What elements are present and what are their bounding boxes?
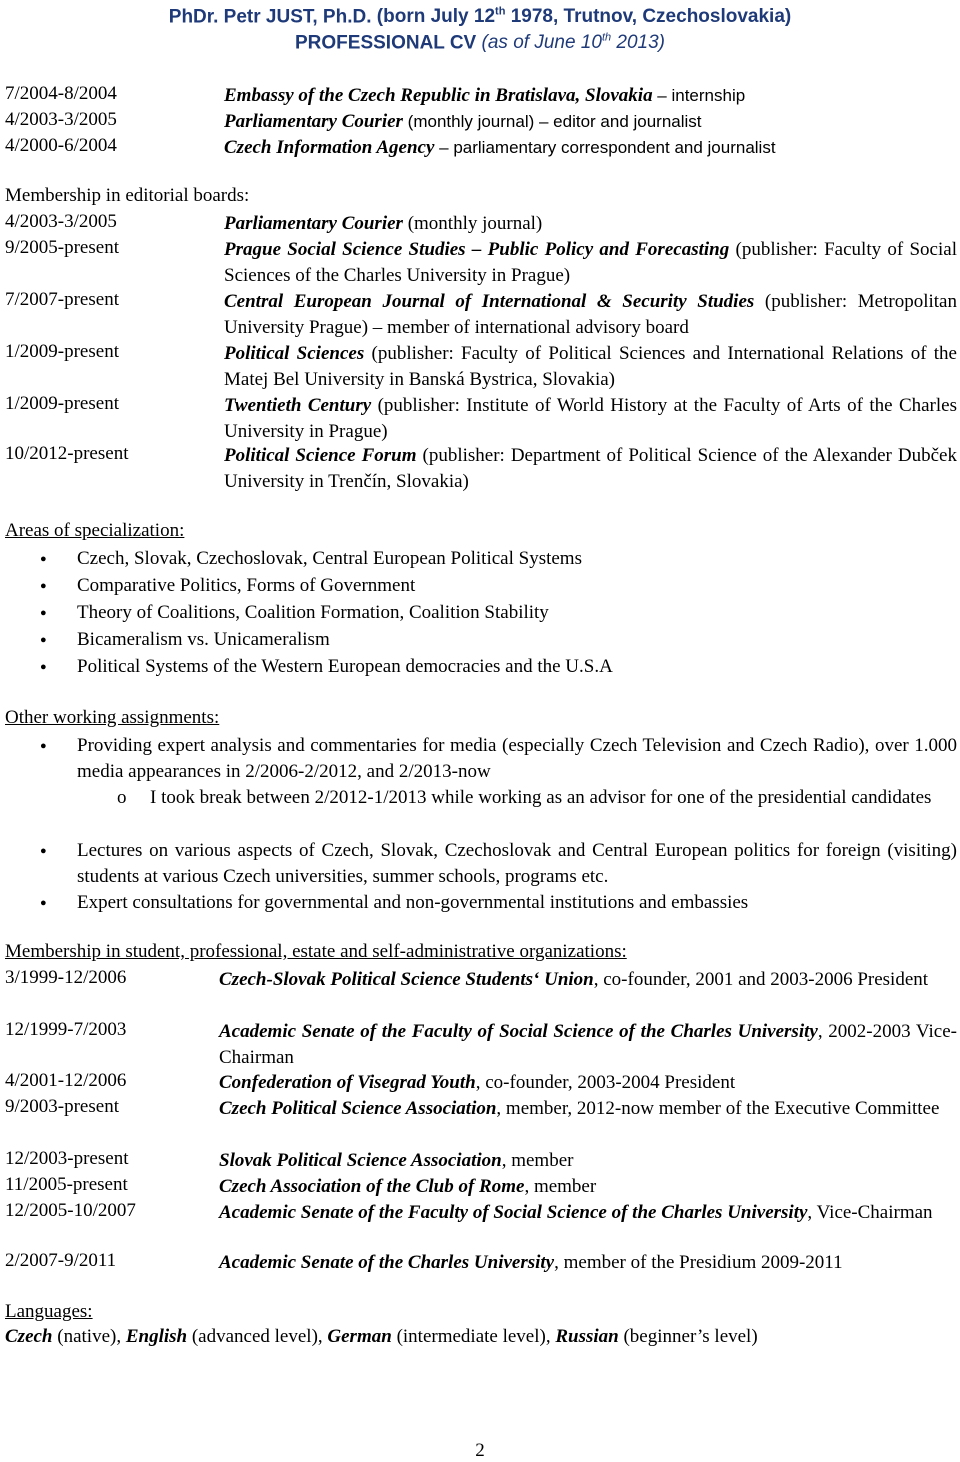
position-date: 4/2000-6/2004 xyxy=(5,135,117,156)
organization-row xyxy=(5,1200,957,1226)
editorial-text: Twentieth Century (publisher: Institute of World History at the Faculty of Arts of the Charles University in Prague) xyxy=(224,395,957,442)
editorial-date: 1/2009-present xyxy=(5,341,119,362)
position-row xyxy=(5,135,957,161)
assignments-heading: Other working assignments: xyxy=(5,707,220,728)
position-date: 7/2004-8/2004 xyxy=(5,83,117,104)
cv-title: PROFESSIONAL CV xyxy=(295,32,477,54)
language-level: (advanced level), xyxy=(187,1326,328,1347)
editorial-date: 1/2009-present xyxy=(5,393,119,414)
specialization-item: ● Czech, Slovak, Czechoslovak, Central European Political Systems xyxy=(77,546,957,572)
position-text: Embassy of the Czech Republic in Bratislava, Slovakia – internship xyxy=(224,85,746,106)
organization-row xyxy=(5,1096,957,1122)
specialization-item: ● Comparative Politics, Forms of Government xyxy=(77,573,957,599)
language-level: (intermediate level), xyxy=(391,1326,556,1347)
organization-date: 2/2007-9/2011 xyxy=(5,1250,117,1271)
header-cv-line xyxy=(0,32,960,54)
person-name: PhDr. Petr JUST, Ph.D. xyxy=(168,6,372,28)
language-name: Russian xyxy=(555,1326,619,1347)
organizations-heading: Membership in student, professional, estate and self-administrative organizations: xyxy=(5,941,627,962)
organization-row xyxy=(5,967,957,993)
editorial-heading: Membership in editorial boards: xyxy=(5,185,250,206)
header-name-line xyxy=(0,6,960,28)
organization-text: Academic Senate of the Faculty of Social Science of the Charles University, 2002-2003 Vice-Chairman xyxy=(219,1021,957,1068)
assignment-item: ● Lectures on various aspects of Czech, Slovak, Czechoslovak and Central European politics for foreign (visiting) students at various Czech universities, summer schools, programs etc. xyxy=(77,838,957,890)
editorial-row xyxy=(5,211,957,237)
languages-line xyxy=(5,1326,758,1348)
organization-row xyxy=(5,1070,957,1096)
organization-row xyxy=(5,1174,957,1200)
editorial-text: Prague Social Science Studies – Public Policy and Forecasting (publisher: Faculty of Social Sciences of the Charles University in Prague) xyxy=(224,239,957,286)
specialization-item: ● Theory of Coalitions, Coalition Formation, Coalition Stability xyxy=(77,600,957,626)
editorial-text: Political Science Forum (publisher: Department of Political Science of the Alexander Dubček University in Trenčín, Slovakia) xyxy=(224,445,957,492)
organization-text: Czech Political Science Association, member, 2012-now member of the Executive Committee xyxy=(219,1098,940,1119)
birth-info: (born July 12th 1978, Trutnov, Czechoslovakia) xyxy=(376,6,792,28)
position-row xyxy=(5,109,957,135)
editorial-text: Central European Journal of International & Security Studies (publisher: Metropolitan University Prague) – member of international advisory board xyxy=(224,291,957,338)
editorial-row xyxy=(5,341,957,390)
specialization-item: ● Political Systems of the Western European democracies and the U.S.A xyxy=(77,654,957,680)
assignment-item: ● Expert consultations for governmental and non-governmental institutions and embassies xyxy=(77,890,957,916)
organization-date: 9/2003-present xyxy=(5,1096,119,1117)
language-name: English xyxy=(125,1326,188,1347)
position-row xyxy=(5,83,957,109)
organization-date: 12/2005-10/2007 xyxy=(5,1200,136,1221)
organization-date: 12/2003-present xyxy=(5,1148,129,1169)
language-name: Czech xyxy=(5,1326,53,1347)
language-level: (native), xyxy=(52,1326,126,1347)
editorial-row xyxy=(5,237,957,286)
organization-row xyxy=(5,1250,957,1276)
organization-row xyxy=(5,1148,957,1174)
language-level: (beginner’s level) xyxy=(618,1326,758,1347)
editorial-date: 7/2007-present xyxy=(5,289,119,310)
languages-heading: Languages: xyxy=(5,1301,93,1322)
editorial-row xyxy=(5,393,957,442)
organization-text: Confederation of Visegrad Youth, co-founder, 2003-2004 President xyxy=(219,1072,736,1093)
position-text: Czech Information Agency – parliamentary correspondent and journalist xyxy=(224,137,776,158)
specialization-heading: Areas of specialization: xyxy=(5,520,185,541)
organization-date: 3/1999-12/2006 xyxy=(5,967,127,988)
editorial-date: 9/2005-present xyxy=(5,237,119,258)
assignment-item: ● Providing expert analysis and commentaries for media (especially Czech Television and Czech Radio), over 1.000 media appearances in 2/2006-2/2012, and 2/2013-now xyxy=(77,733,957,785)
specialization-item: ● Bicameralism vs. Unicameralism xyxy=(77,627,957,653)
position-date: 4/2003-3/2005 xyxy=(5,109,117,130)
assignment-subitem: o I took break between 2/2012-1/2013 while working as an advisor for one of the presidential candidates xyxy=(150,785,957,811)
organization-date: 4/2001-12/2006 xyxy=(5,1070,127,1091)
organization-date: 11/2005-present xyxy=(5,1174,128,1195)
organization-text: Academic Senate of the Faculty of Social Science of the Charles University, Vice-Chairman xyxy=(219,1202,933,1223)
position-text: Parliamentary Courier (monthly journal) – editor and journalist xyxy=(224,111,702,132)
cv-date: (as of June 10th 2013) xyxy=(481,32,665,54)
organization-text: Czech-Slovak Political Science Students‘ Union, co-founder, 2001 and 2003-2006 President xyxy=(219,969,929,990)
organization-text: Slovak Political Science Association, member xyxy=(219,1150,574,1171)
editorial-row xyxy=(5,443,957,492)
editorial-date: 4/2003-3/2005 xyxy=(5,211,117,232)
organization-text: Academic Senate of the Charles University, member of the Presidium 2009-2011 xyxy=(219,1252,843,1273)
organization-date: 12/1999-7/2003 xyxy=(5,1019,127,1040)
organization-row xyxy=(5,1019,957,1068)
page-number: 2 xyxy=(475,1440,485,1461)
organization-text: Czech Association of the Club of Rome, member xyxy=(219,1176,597,1197)
editorial-date: 10/2012-present xyxy=(5,443,129,464)
editorial-row xyxy=(5,289,957,338)
editorial-text: Political Sciences (publisher: Faculty of Political Sciences and International Relations of the Matej Bel University in Banská Bystrica, Slovakia) xyxy=(224,343,957,390)
language-name: German xyxy=(327,1326,392,1347)
editorial-text: Parliamentary Courier (monthly journal) xyxy=(224,213,543,234)
